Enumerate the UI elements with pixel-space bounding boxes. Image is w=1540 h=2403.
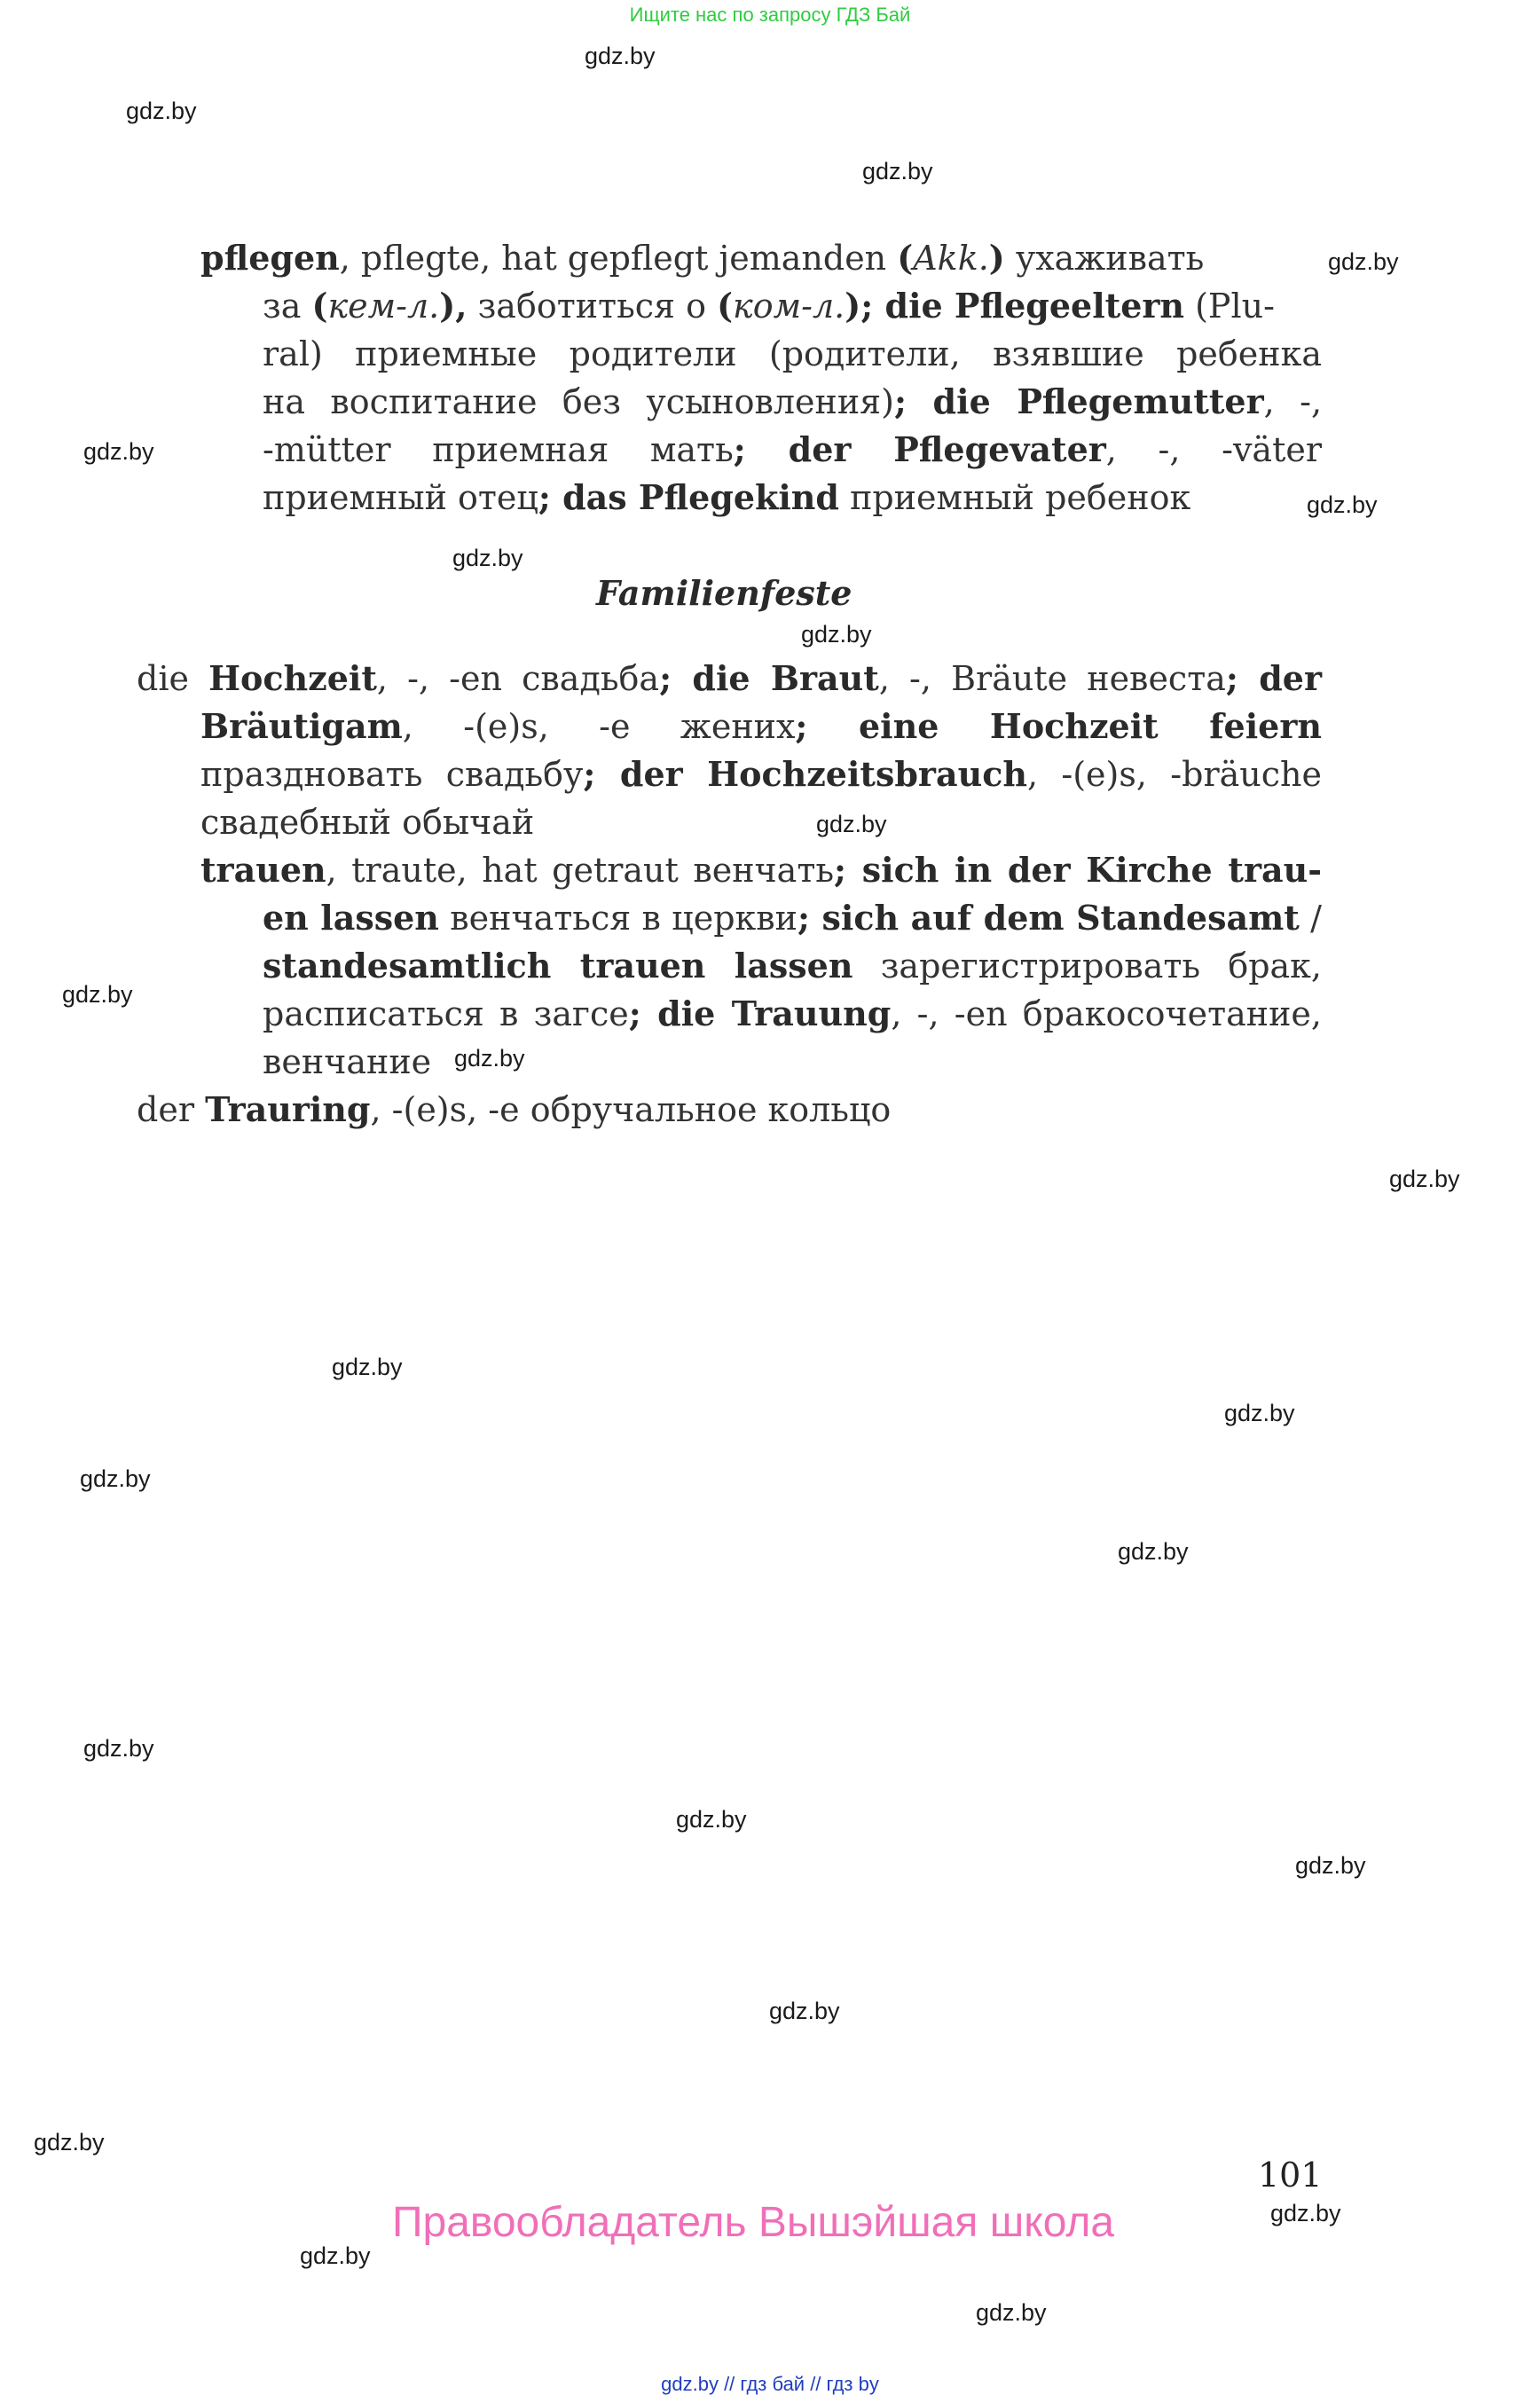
top-search-banner: Ищите нас по запросу ГДЗ Бай xyxy=(629,4,911,26)
watermark: gdz.by xyxy=(454,1045,525,1072)
watermark: gdz.by xyxy=(1389,1166,1460,1192)
watermark: gdz.by xyxy=(34,2129,105,2156)
watermark: gdz.by xyxy=(1270,2200,1341,2226)
watermark: gdz.by xyxy=(816,811,887,837)
watermark: gdz.by xyxy=(332,1354,403,1380)
watermark: gdz.by xyxy=(1224,1400,1295,1426)
watermark: gdz.by xyxy=(1295,1852,1366,1879)
watermark: gdz.by xyxy=(452,545,523,571)
entry-line: ral) приемные родители (родители, взявшие ребенка xyxy=(263,334,1322,373)
watermark: gdz.by xyxy=(769,1998,840,2024)
entry-line: -mütter приемная мать; der Pflegevater, -, -väter xyxy=(263,429,1323,469)
copyright-holder: Правообладатель Вышэйшая школа xyxy=(392,2199,1115,2246)
entry-line: венчание xyxy=(263,1042,432,1081)
watermark: gdz.by xyxy=(801,621,872,648)
watermark: gdz.by xyxy=(976,2299,1047,2326)
entry-line: standesamtlich trauen lassen зарегистрировать брак, xyxy=(263,946,1323,986)
watermark: gdz.by xyxy=(83,1735,154,1762)
page-number: 101 xyxy=(1258,2156,1323,2195)
watermark: gdz.by xyxy=(300,2242,371,2269)
entry-line: en lassen венчаться в церкви; sich auf dem Standesamt / xyxy=(263,898,1322,938)
watermark: gdz.by xyxy=(83,438,154,465)
entry-line: pflegen, pflegte, hat gepflegt jemanden (Akk.) ухаживать xyxy=(200,238,1205,278)
watermark: gdz.by xyxy=(585,43,656,69)
watermark: gdz.by xyxy=(62,981,133,1008)
entry-line: Bräutigam, -(e)s, -e жених; eine Hochzeit feiern xyxy=(200,706,1322,746)
entry-line: свадебный обычай xyxy=(200,803,535,842)
entry-line: на воспитание без усыновления); die Pflegemutter, -, xyxy=(263,381,1323,421)
watermark: gdz.by xyxy=(126,98,197,124)
watermark: gdz.by xyxy=(1328,248,1399,275)
watermark: gdz.by xyxy=(1118,1538,1189,1565)
entry-line: за (кем-л.), заботиться о (ком-л.); die Pflegeeltern (Plu- xyxy=(263,286,1275,326)
entry-line: расписаться в загсе; die Trauung, -, -en бракосочетание, xyxy=(263,993,1323,1033)
section-title: Familienfeste xyxy=(596,573,852,613)
entry-trauring: der Trauring, -(e)s, -e обручальное кольцо xyxy=(137,1089,892,1129)
watermark: gdz.by xyxy=(1307,491,1378,518)
watermark: gdz.by xyxy=(862,158,933,185)
watermark: gdz.by xyxy=(80,1465,151,1492)
entry-line: праздновать свадьбу; der Hochzeitsbrauch, -(e)s, -bräuche xyxy=(200,754,1323,794)
entry-line: trauen, traute, hat getraut венчать; sich in der Kirche trau- xyxy=(200,850,1322,890)
footer-links[interactable]: gdz.by // гдз бай // гдз by xyxy=(661,2373,879,2395)
entry-line: приемный отец; das Pflegekind приемный ребенок xyxy=(263,477,1191,517)
watermark: gdz.by xyxy=(676,1806,747,1833)
entry-line: die Hochzeit, -, -en свадьба; die Braut, -, Bräute невеста; der xyxy=(137,658,1322,698)
